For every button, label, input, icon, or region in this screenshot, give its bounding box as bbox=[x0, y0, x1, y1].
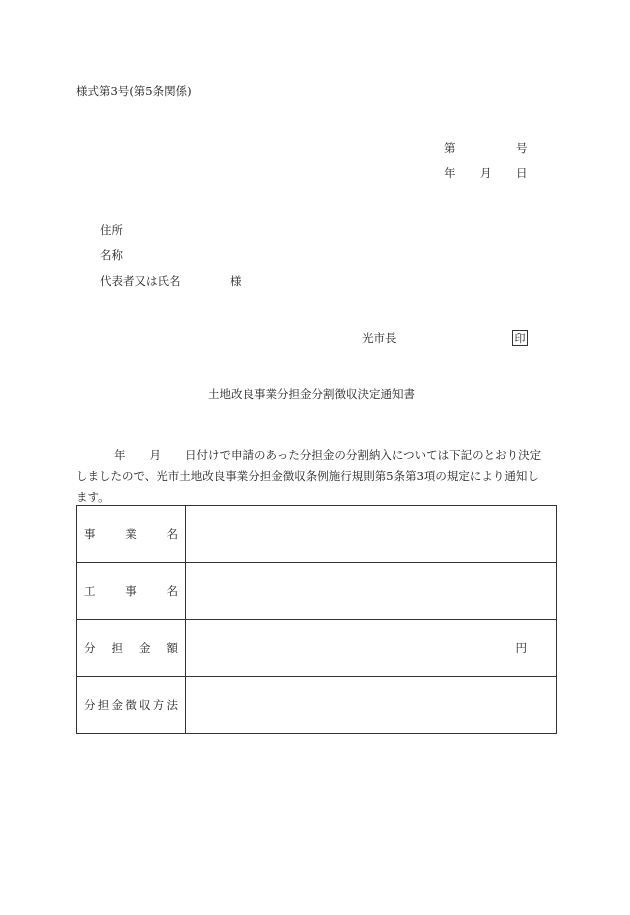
date-year: 年 bbox=[444, 166, 456, 180]
representative-label: 代表者又は氏名 bbox=[100, 274, 181, 288]
label-char: 額 bbox=[166, 641, 178, 655]
body-paragraph bbox=[76, 445, 560, 508]
body-month: 月 bbox=[149, 448, 161, 462]
table-row bbox=[77, 506, 557, 563]
table-row bbox=[77, 563, 557, 620]
address-label: 住所 bbox=[100, 223, 123, 237]
doc-number-dai: 第 bbox=[444, 141, 456, 155]
form-number: 様式第3号(第5条関係) bbox=[76, 84, 192, 98]
collection-method-field[interactable] bbox=[186, 677, 557, 734]
doc-number-go: 号 bbox=[516, 141, 528, 155]
body-line-1-rest: 日付けで申請のあった分担金の分割納入については下記のとおり決定 bbox=[185, 448, 542, 462]
label-char: 法 bbox=[166, 698, 178, 712]
label-char: 名 bbox=[166, 527, 178, 541]
table-row bbox=[77, 620, 557, 677]
project-name-label bbox=[77, 506, 186, 563]
label-char: 収 bbox=[139, 698, 151, 712]
date-month: 月 bbox=[480, 166, 492, 180]
label-char: 方 bbox=[152, 698, 165, 712]
label-char: 金 bbox=[111, 698, 123, 712]
issuer-title: 光市長 bbox=[362, 331, 397, 345]
label-char: 工 bbox=[84, 584, 96, 598]
yen-unit: 円 bbox=[515, 641, 527, 655]
details-table bbox=[76, 505, 557, 734]
body-line-2: しましたので、光市土地改良事業分担金徴収条例施行規則第5条第3項の規定により通知し bbox=[76, 469, 539, 483]
date-day: 日 bbox=[516, 166, 528, 180]
honorific: 様 bbox=[230, 274, 242, 288]
label-char: 事 bbox=[125, 584, 137, 598]
contribution-amount-field[interactable] bbox=[186, 620, 557, 677]
body-line-1 bbox=[76, 445, 560, 466]
project-name-field[interactable] bbox=[186, 506, 557, 563]
document-title: 土地改良事業分担金分割徴収決定通知書 bbox=[208, 387, 415, 401]
label-char: 担 bbox=[111, 641, 123, 655]
label-char: 名 bbox=[166, 584, 178, 598]
construction-name-label bbox=[77, 563, 186, 620]
table-row bbox=[77, 677, 557, 734]
label-char: 金 bbox=[139, 641, 151, 655]
construction-name-field[interactable] bbox=[186, 563, 557, 620]
collection-method-label bbox=[77, 677, 186, 734]
label-char: 分 bbox=[84, 641, 96, 655]
seal-mark: 印 bbox=[512, 330, 528, 346]
label-char: 業 bbox=[125, 527, 137, 541]
label-char: 徴 bbox=[125, 698, 137, 712]
body-year: 年 bbox=[114, 448, 126, 462]
body-line-3: ます。 bbox=[76, 490, 110, 504]
label-char: 分 bbox=[84, 698, 96, 712]
contribution-amount-label bbox=[77, 620, 186, 677]
name-label: 名称 bbox=[100, 248, 123, 262]
label-char: 事 bbox=[84, 527, 96, 541]
label-char: 担 bbox=[97, 698, 110, 712]
